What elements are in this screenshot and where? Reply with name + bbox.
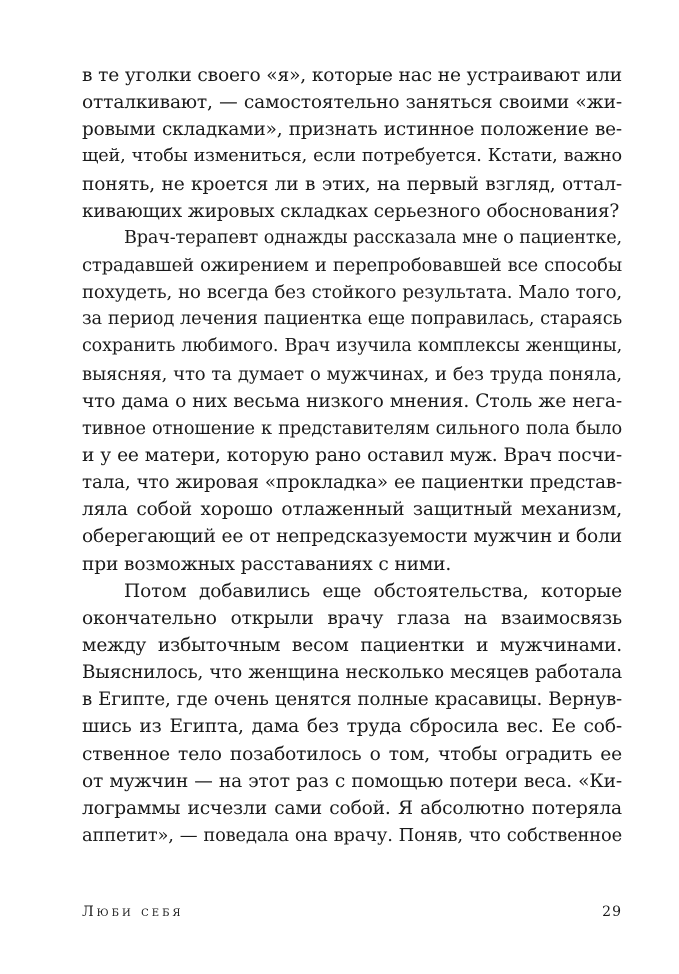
text-line: и у ее матери, которую рано оставил муж. Врач посчи- [82, 444, 622, 466]
text-line: шись из Египта, дама без труда сбросила вес. Ее соб- [82, 716, 622, 738]
text-line: Врач-терапевт однажды рассказала мне о пациентке, [124, 227, 622, 248]
text-line: между избыточным весом пациентки и мужчинами. [82, 634, 622, 656]
page-footer [82, 904, 622, 928]
text-line: Потом добавились еще обстоятельства, которые [124, 580, 622, 602]
text-line: окончательно открыли врачу глаза на взаимосвязь [82, 607, 622, 629]
text-line: тала, что жировая «прокладка» ее пациентки представ- [82, 472, 622, 494]
text-line: тивное отношение к представителям сильного пола было [82, 417, 622, 439]
text-line: ляла собой хорошо отлаженный защитный механизм, [82, 499, 622, 521]
text-line: щей, чтобы измениться, если потребуется. Кстати, важно [82, 146, 622, 167]
text-line: Выяснилось, что женщина несколько месяцев работала [82, 662, 622, 684]
text-line: сохранить любимого. Врач изучила комплексы женщины, [82, 336, 622, 357]
text-line: понять, не кроется ли в этих, на первый взгляд, оттал- [82, 173, 622, 195]
text-line: оберегающий ее от непредсказуемости мужчин и боли [82, 526, 622, 548]
text-line: аппетит», — поведала она врачу. Поняв, что собственное [82, 824, 622, 846]
text-line: ровыми складками», признать истинное положение ве- [82, 119, 622, 141]
text-line: похудеть, но всегда без стойкого результата. Мало того, [82, 282, 622, 304]
page-number: 29 [602, 904, 622, 920]
text-line: в те уголки своего «я», которые нас не устраивают или [82, 65, 623, 86]
text-line: за период лечения пациентка еще поправилась, стараясь [82, 309, 622, 330]
text-line: выясняя, что та думает о мужчинах, и без труда поняла, [82, 363, 622, 385]
text-line: отталкивают, — самостоятельно заняться своими «жи- [82, 92, 622, 114]
text-line: от мужчин — на этот раз с помощью потери веса. «Ки- [82, 770, 622, 792]
running-title: Люби себя [82, 904, 184, 920]
text-line: лограммы исчезли сами собой. Я абсолютно потеряла [82, 797, 622, 819]
text-line: что дама о них весьма низкого мнения. Столь же нега- [82, 390, 622, 412]
text-line: при возможных расставаниях с ними. [82, 553, 452, 575]
text-line: в Египте, где очень ценятся полные красавицы. Вернув- [82, 689, 622, 711]
text-line: ственное тело позаботилось о том, чтобы оградить ее [82, 743, 622, 765]
body-text [82, 62, 622, 849]
text-line: кивающих жировых складках серьезного обоснования? [82, 200, 620, 222]
text-line: страдавшей ожирением и перепробовавшей все способы [82, 254, 622, 276]
